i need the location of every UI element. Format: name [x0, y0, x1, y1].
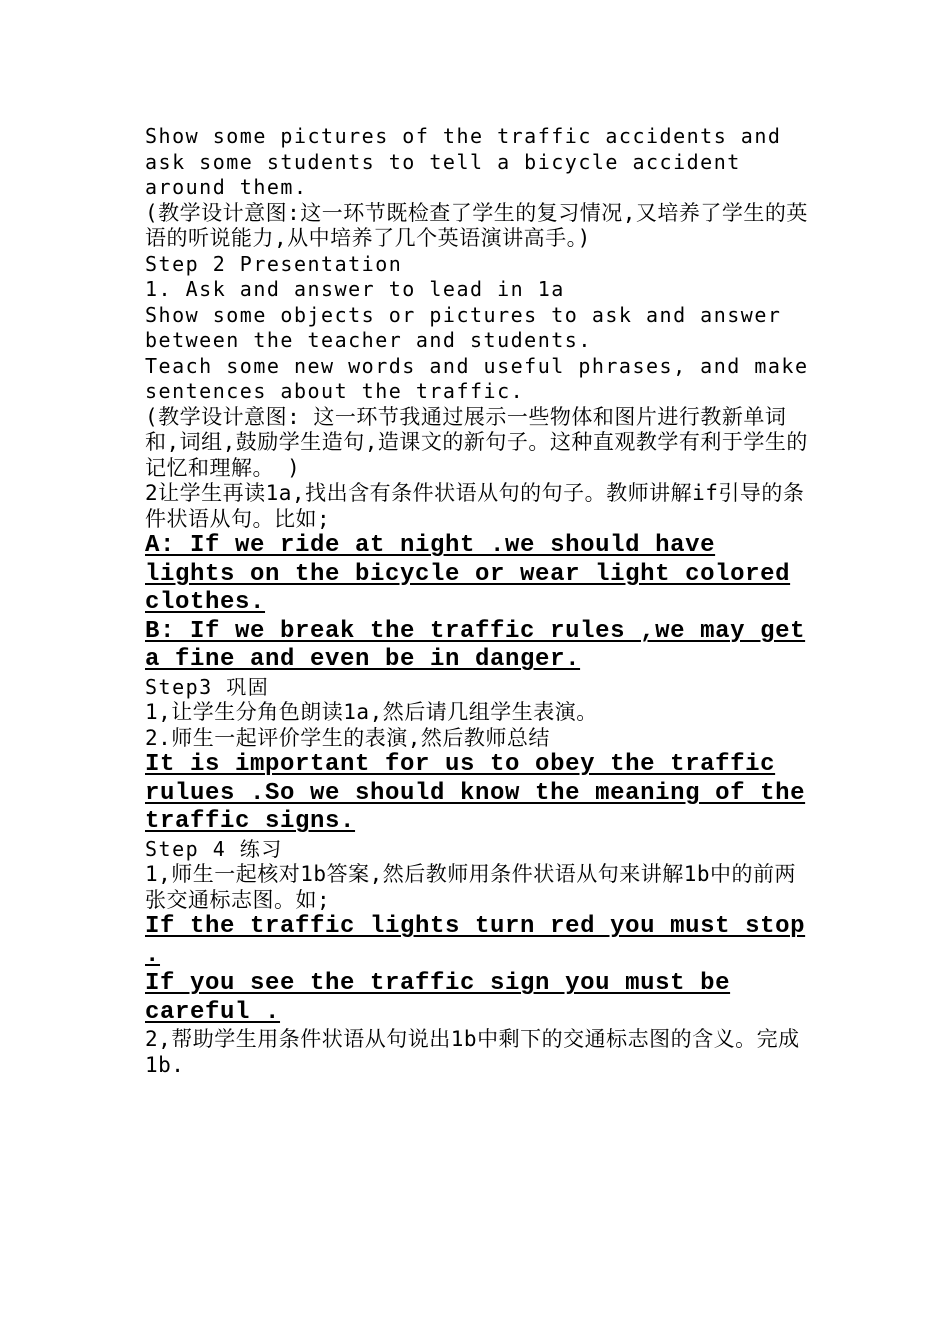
step-2-heading: Step 2 Presentation [145, 251, 403, 276]
teach-words-instruction: Teach some new words and useful phrases, and make sentences about the traffic. [145, 353, 809, 403]
example-sentence-b: B: If we break the traffic rules ,we may get a fine and even be in danger. [145, 617, 806, 673]
document-page [145, 124, 810, 1078]
summary-sentence: It is important for us to obey the traffic rulues .So we should know the meaning of the traffic signs. [145, 751, 806, 835]
step-2-item-2: 2让学生再读1a,找出含有条件状语从句的句子。教师讲解if引导的条件状语从句。比如; [145, 481, 805, 531]
example-sentence-red-light: If the traffic lights turn red you must stop . [145, 913, 806, 969]
step-4-item-2: 2,帮助学生用条件状语从句说出1b中剩下的交通标志图的含义。完成1b. [145, 1027, 800, 1077]
step-3-item-2: 2.师生一起评价学生的表演,然后教师总结 [145, 725, 550, 750]
step-2-item-1: 1. Ask and answer to lead in 1a [145, 277, 565, 301]
intro-instruction: Show some pictures of the traffic accidents and ask some students to tell a bicycle accident around them. [145, 124, 782, 199]
example-sentence-traffic-sign: If you see the traffic sign you must be careful . [145, 970, 731, 1026]
design-intent-note-1: (教学设计意图:这一环节既检查了学生的复习情况,又培养了学生的英语的听说能力,从中培养了几个英语演讲高手。) [145, 200, 808, 250]
show-objects-instruction: Show some objects or pictures to ask and answer between the teacher and students. [145, 302, 782, 352]
step-4-item-1: 1,师生一起核对1b答案,然后教师用条件状语从句来讲解1b中的前两张交通标志图。如; [145, 862, 796, 912]
example-sentence-a: A: If we ride at night .we should have lights on the bicycle or wear light colored clothes. [145, 532, 791, 616]
step-4-heading: Step 4 练习 [145, 836, 283, 861]
design-intent-note-2: (教学设计意图: 这一环节我通过展示一些物体和图片进行教新单词和,词组,鼓励学生造句,造课文的新句子。这种直观教学有利于学生的记忆和理解。 ) [145, 404, 808, 480]
step-3-heading: Step3 巩固 [145, 674, 270, 699]
step-3-item-1: 1,让学生分角色朗读1a,然后请几组学生表演。 [145, 700, 598, 724]
